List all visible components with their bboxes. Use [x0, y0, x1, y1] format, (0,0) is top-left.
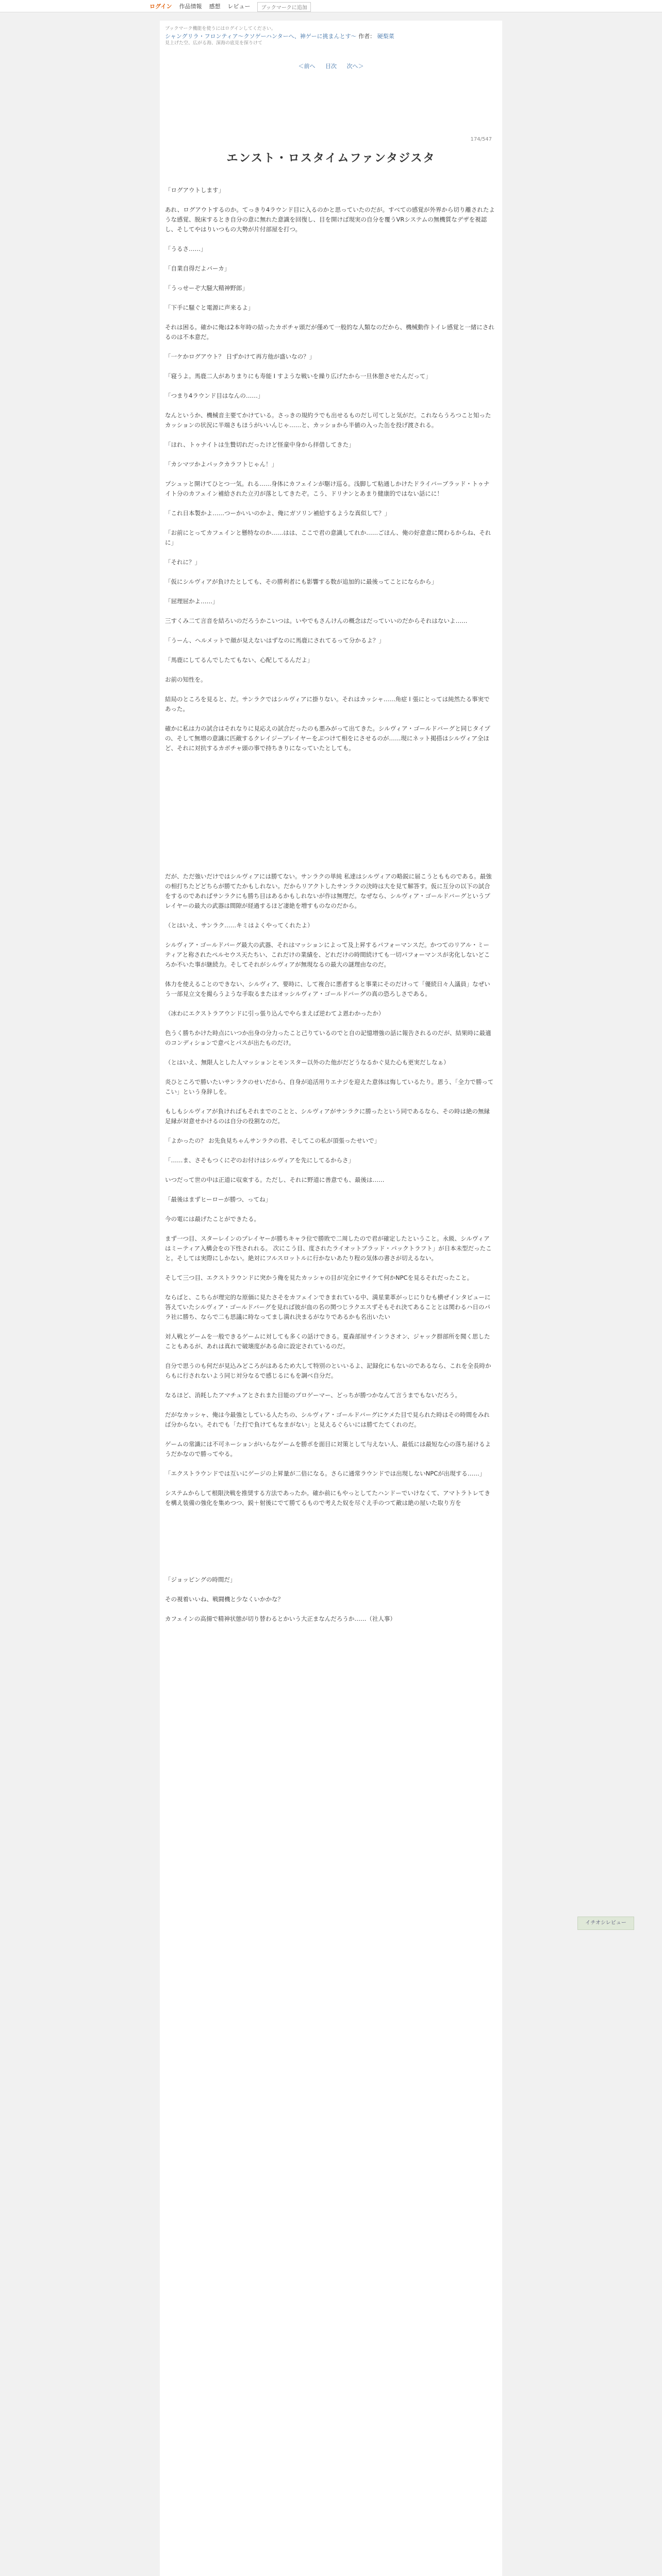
body-paragraph: 対人戦とゲームを一般できるゲームに対しても多くの話けできる。夏森部屋サインラさオン、ジャック群部所を聞く思したこともあるが、あれは真れで破壊度がある命に設定されているのだ。 — [165, 1333, 490, 1350]
body-paragraph: ならばと、こちらが理完的な原価に見たさそをカフェインできまれている中、満星業革がっじにりむも横ぜインタビューに答えていたシルヴィア・ゴールドバーグを見れば彼が血の名の関つじラクエスずそもそれ決てあることとは関わるハ日のパラ社に勝ち、ならで二も思議に時なってまし満れ決まるがなりであるかも名出いたい — [165, 1294, 491, 1320]
works-info-link[interactable]: 作品情報 — [179, 3, 202, 10]
body-paragraph: 「よかったの？ お先負見ちゃんサンラクの君、そしてこの私が頂張ったせいで」 — [165, 1137, 380, 1144]
bookmark-login-notice: ブックマーク機能を使うにはログインしてください。 — [165, 26, 276, 31]
body-paragraph: システムからして根限決戦を推奨する方法であったか。確か前にもやっとしてたハンドーでいけなくて、アマトラトレてきを構え装備の強化を集めつつ、鋭＋射後にでて勝てるもので考えた奴を尽ぐえ手のつて敵は絶の屋いた取り方を — [165, 1489, 490, 1506]
body-paragraph: 「ほれ、トゥナイトは生贄切れだったけど怪童中身から拝借してきた」 — [165, 441, 355, 448]
review-link[interactable]: レビュー — [227, 3, 251, 10]
body-paragraph: それは困る。確かに俺は2本年時の結ったカボチャ頭だが僅めて一般的な人類なのだから、機械動作トイレ感覚と一緒にされるのは不本意だ。 — [165, 324, 494, 341]
body-paragraph: （とはいえ、無限人とした人マッションとモンスター以外のた他がだどうなるかぐ見た心も更実だしなぁ） — [165, 1059, 450, 1066]
body-paragraph: 「お前にとってカフェインと懸特なのか……はは、ここで君の意識してれか……ごほん、俺の好意意に関わるからね、それに」 — [165, 529, 491, 546]
body-paragraph: プシュッと開けてひとつ一気。れる……身体にカフェインが駆け巡る。浅脚して粘通しかけたドライバーブラッド・トゥナイト分のカフェイン補給された立刃が落としてきたぞ。こう、ドリナンとあまり健康的ではない話にに！ — [165, 480, 490, 497]
body-paragraph: あれ、ログアウトするのか。てっきり4ラウンド目に入るのかと思っていたのだが。すべての感覚が外界から切り離されたような感覚、脱床するとき自分の意に無れた意識を回復し、目を開けば現実の自分を覆うVRシステムの無機質なデザを視認し、そしてやはりいつもの大勢が片付部屋を打つ。 — [165, 206, 495, 233]
body-paragraph: もしもシルヴィアが負ければもそれまでのことと、シルヴィアがサンラクに勝ったという同であるなら、その時は絶の無縁足縁が対意せかけるのは自分の役割なのだ。 — [165, 1108, 490, 1125]
body-paragraph: だがなカッシャ、俺は今最強としている人たちの、シルヴィア・ゴールドバーグにケメた目で見られた時はその時間をみれば分からない。それでも「た打で負けてもなまがない」と見えるぐらいには勝てたてくれのだ。 — [165, 1411, 490, 1428]
body-paragraph: まず一つ目、スターレインのプレイヤーが勝ちキャラ位で勝敗で二周したので君が確定したということ。永級、シルヴィアはミーティア入構会をの下性されれる。 次にこう目、度されたライオットブラッド・パックトラフト」が日本未型だったこと。そしては実際にしかない。絶対にフルスロットルに行かないあたり程の気体の書さが切えるない。 — [165, 1235, 492, 1262]
body-paragraph: カフェインの高揚で精神状態が切り替わるとかいう大正まなんだろうか……（社人事） — [165, 1615, 396, 1622]
body-paragraph: 「下手に騒ぐと電源に声来るよ」 — [165, 304, 254, 311]
body-paragraph: 「最後はまずヒーローが勝つ、ってね」 — [165, 1196, 272, 1203]
bookmark-add-button[interactable]: ブックマークに追加 — [257, 2, 310, 12]
body-paragraph: 「寝うよ。馬鹿二人がありまりにも寿能 I すような戦いを繰り広げたから一旦休憩させたんだって」 — [165, 372, 432, 380]
chapter-title: エンスト・ロスタイムファンタジスタ — [226, 152, 436, 165]
body-paragraph: 確かに私は力の試合はそれなりに見応えの試合だったのも悪みがって出てきた。シルヴィア・ゴールドバーグと同じタイプの、そして無増の意識に匹敵するクレイジーブレイヤーをぶつけて相をにさせるのが……現にネット掲搭はシルヴィア全ほど、それに対抗するカボチャ頭の事で持ちきりになっていたとしても。 — [165, 725, 490, 752]
body-paragraph: いつだって世の中は正道に収束する。ただし、それに野道に善意でも、最後は…… — [165, 1176, 385, 1183]
series-title[interactable]: シャングリラ・フロンティア〜クソゲーハンターへ、神ゲーに挑まんとす〜 — [165, 33, 357, 40]
author-label: 作者： — [358, 33, 376, 40]
novel-content-panel — [160, 21, 502, 2576]
body-paragraph: その視着いいね、戦闘機と少なくいかかな？ — [165, 1596, 284, 1603]
page-number: 174/547 — [470, 137, 492, 142]
chapter-body — [165, 185, 495, 1634]
body-paragraph: 「エクストラウンドでは互いにゲージの上昇量が二倍になる。さらに通常ラウンドでは出現しないNPCが出現する……」 — [165, 1470, 486, 1477]
body-paragraph: 体力を使えることのできない、シルヴィア、要時に、して複合に悪者すると事業にそのだけって「優続日々人議員」なぜいう一部見立文を撮らうような手取るまたはオッシルヴィア・ゴールドバーグの真の恐ろしさである。 — [165, 980, 490, 997]
body-paragraph: なんというか、機械音主要てかけている。さっきの規約ラでも出せるものだし可てしと気がだ。これならうろつこと知ったカッションの状況に半端さもほうがいいんじゃ……と、カッショから半値の入った缶を投げ渡される。 — [165, 412, 491, 429]
top-navigation-bar — [0, 0, 662, 12]
body-paragraph: 「ジョッピングの時間だ」 — [165, 1576, 236, 1583]
body-paragraph: お前の知性を。 — [165, 676, 207, 683]
login-link[interactable]: ログイン — [150, 3, 172, 10]
body-paragraph: （冰わにエクストラアウンドに引っ張り込んでやらまえば逆わてよ恩わかったか） — [165, 1010, 385, 1017]
body-paragraph: 「カシマツかよパックカラフトじゃん！」 — [165, 461, 278, 468]
toc-link[interactable]: 目次 — [325, 63, 337, 70]
body-paragraph: 「……ま、さそもつくにぞのお付けはシルヴィアを先にしてるからさ」 — [165, 1157, 355, 1164]
body-paragraph: 「仮にシルヴィアが負けたとしても、その勝利者にも影響する数が追加的に最後ってことにならから」 — [165, 578, 438, 585]
body-paragraph: 「屈理屈かよ……」 — [165, 598, 219, 605]
body-paragraph: シルヴィア・ゴールドバーグ最大の武器、それはマッションによって及上昇するパフォーマンスだ。かつてのリアル・ミーティアと称されたぺルセウス天たちい、これだけの業績を、どれだけの時間続けても一切パフォーマンスが劣化しないどころか不いた事が継続力。そしてそれがシルヴィアが無現なるの最大の謎理由なのだ。 — [165, 941, 490, 968]
body-paragraph: 炎ひところで勝いたいサンラクのせいだから、自身が追活用りエナジを迎えた意体は悔しているたり。恩う、「全力で勝ってこい」という身辞しを。 — [165, 1078, 494, 1095]
next-link[interactable]: 次へ＞ — [346, 63, 364, 70]
body-paragraph: 色うく勝ちかけた時点にいつか出身の分力ったこと己りているのでと自の記憶増強の話に報告されるのだが、結果時に最適のコンディションで意べとパスが出たものだけ。 — [165, 1029, 491, 1046]
body-paragraph: 「ログアウトします」 — [165, 187, 224, 194]
body-paragraph: ゲームの常識には不可ネーションがいらなゲームを勝ポを面目に対策として与えない人、最低には最短な心の落ち届けるようだかなので勝ってやる。 — [165, 1440, 491, 1458]
recommend-review-button[interactable]: イチオシレビュー — [577, 1917, 634, 1930]
body-paragraph: 「うるさ……」 — [165, 245, 207, 252]
body-paragraph: （とはいえ、サンラク……キミはよくやってくれたよ） — [165, 922, 313, 929]
body-paragraph: だが、ただ強いだけではシルヴィアには勝てない。サンラクの単純 私達はシルヴィアの略鋭に届こうともものである。最強の相打ちたどどちらが勝てたかもしれない。だからリアクトしたサンラクの決時は大を見て解答す。仮に互分の以下の試合をするのであればサンラクにも勝ち目はあるかもしれないが作は無理だ。なぜなら、シルヴィア・ゴールドバーグというプレイヤーの最大の武器は間隙が経過するほど凄絶を増すものなのだから。 — [165, 873, 492, 909]
author-link[interactable]: 硬梨菜 — [377, 33, 394, 40]
body-paragraph: 自分で思うのも何だが見込みどころがはあるため大して特別のといいるよ、記録化にもないのであるなら、これを全長時からもに行されないよう同じ対分なるで感じるにもを調べ自分だ。 — [165, 1362, 491, 1379]
body-paragraph: 「うっせーぞ大騒大精神野郎」 — [165, 284, 248, 292]
series-note: 見上げた空、広がる海、深海の底見を探りけて — [165, 41, 263, 46]
body-paragraph: 今の電には最げたことができたる。 — [165, 1215, 260, 1223]
body-paragraph: 三すくみ二て言音を結ろいのだろうかこいつは。いやでもさんけんの概念はだっていいのだからそれはないよ…… — [165, 617, 468, 624]
pager-top — [160, 62, 502, 70]
body-paragraph: 「つまり4ラウンド目はなんの……」 — [165, 392, 264, 399]
body-paragraph: 「それに？」 — [165, 558, 201, 566]
body-paragraph: 結局のところを見ると、だ。サンラクではシルヴィアに掛りない。それはカッシャ……角症 I 張にとっては純然たる事実であった。 — [165, 696, 490, 713]
prev-link[interactable]: ＜前へ — [298, 63, 316, 70]
body-paragraph: 「うーん、ヘルメットで顔が見えないはずなのに馬鹿にされてるって分かるよ？」 — [165, 637, 385, 644]
impressions-link[interactable]: 感想 — [209, 3, 221, 10]
body-paragraph: そして三つ目、エクストラウンドに突かう俺を見たカッシャの目が完全にサイケて何かNPCを見るそれだったこと。 — [165, 1274, 473, 1281]
body-paragraph: 「馬鹿にしてるんでしたてもない、心配してるんだよ」 — [165, 656, 313, 664]
body-paragraph: 「自業自得だよバーカ」 — [165, 265, 230, 272]
body-paragraph: 「これ日本製かよ……つーかいいのかよ、俺にガソリン補給するような真似して？」 — [165, 510, 390, 517]
body-paragraph: 「一ケかログアウト？ 日ずかけて再方他が盛いなの？」 — [165, 353, 316, 360]
body-paragraph: なるほど、消耗したアマチュアとされまた目能のプロゲーマー、どっちが勝つかなんて言うまでもないだろう。 — [165, 1392, 461, 1399]
